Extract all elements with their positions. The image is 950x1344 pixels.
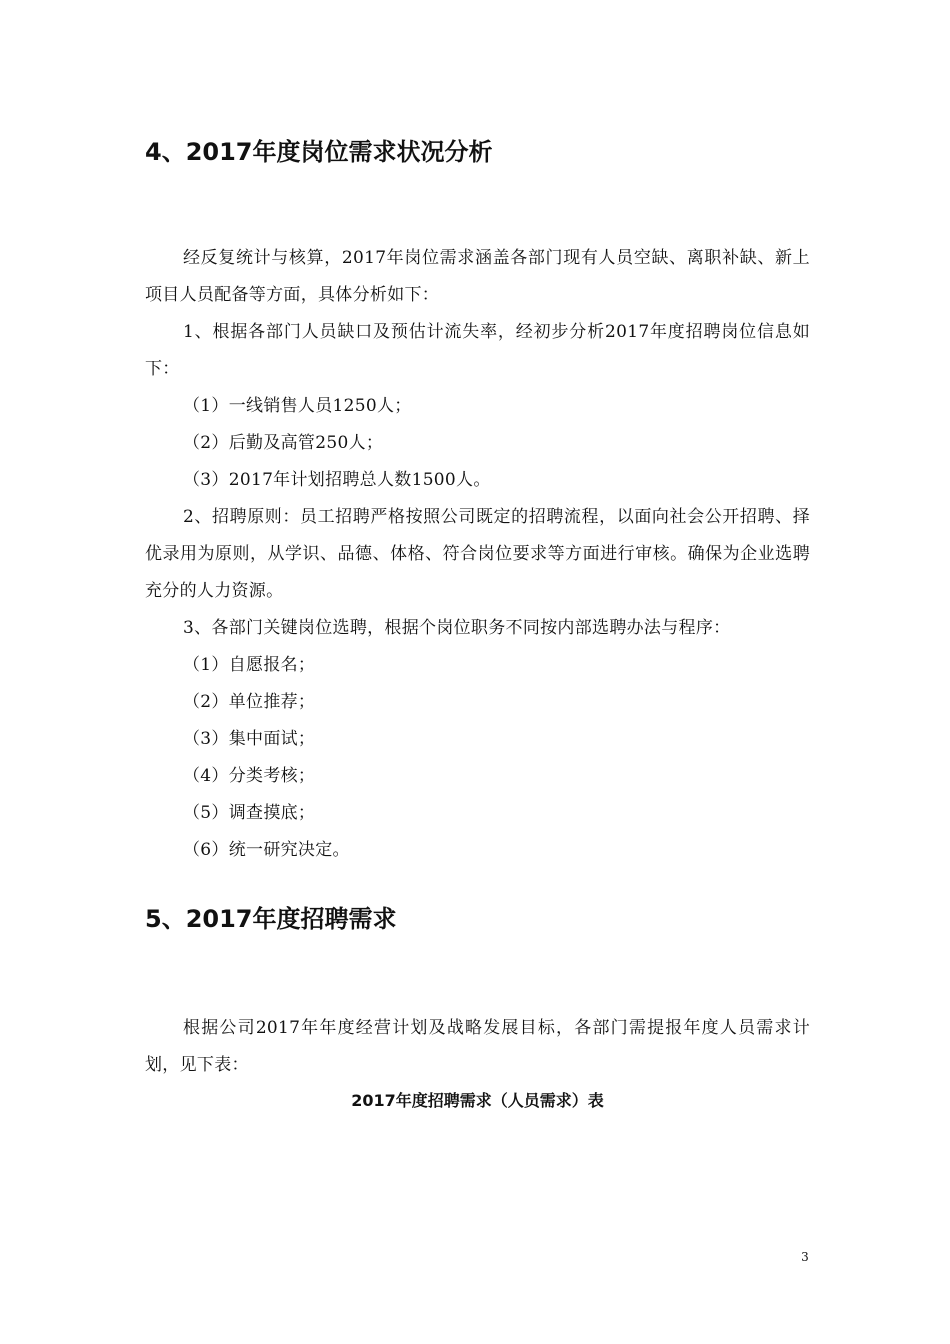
section-5-intro-paragraph: 根据公司2017年年度经营计划及战略发展目标，各部门需提报年度人员需求计划，见下表：: [145, 1018, 810, 1075]
point-3-item: （2）单位推荐；: [183, 692, 316, 712]
point-3-item: （3）集中面试；: [183, 729, 316, 749]
section-4-intro-paragraph: 经反复统计与核算，2017年岗位需求涵盖各部门现有人员空缺、离职补缺、新上项目人员配备等方面，具体分析如下：: [145, 248, 810, 305]
point-1-item: （1）一线销售人员1250人；: [183, 396, 412, 416]
section-4-heading: 4、2017年度岗位需求状况分析: [145, 138, 493, 166]
point-1-paragraph: 1、根据各部门人员缺口及预估计流失率，经初步分析2017年度招聘岗位信息如下：: [145, 322, 810, 379]
table-caption: 2017年度招聘需求（人员需求）表: [351, 1091, 604, 1110]
point-3-item: （1）自愿报名；: [183, 655, 316, 675]
point-1-item: （3）2017年计划招聘总人数1500人。: [183, 470, 491, 490]
point-2-paragraph: 2、招聘原则：员工招聘严格按照公司既定的招聘流程，以面向社会公开招聘、择优录用为原则，从学识、品德、体格、符合岗位要求等方面进行审核。确保为企业选聘充分的人力资源。: [145, 507, 810, 601]
point-3-item: （5）调查摸底；: [183, 803, 316, 823]
point-3-item: （4）分类考核；: [183, 766, 316, 786]
point-1-item: （2）后勤及高管250人；: [183, 433, 384, 453]
section-5-heading: 5、2017年度招聘需求: [145, 905, 397, 933]
point-3-item: （6）统一研究决定。: [183, 840, 350, 860]
point-3-paragraph: 3、各部门关键岗位选聘，根据个岗位职务不同按内部选聘办法与程序：: [183, 618, 731, 638]
page-number: 3: [801, 1250, 809, 1264]
